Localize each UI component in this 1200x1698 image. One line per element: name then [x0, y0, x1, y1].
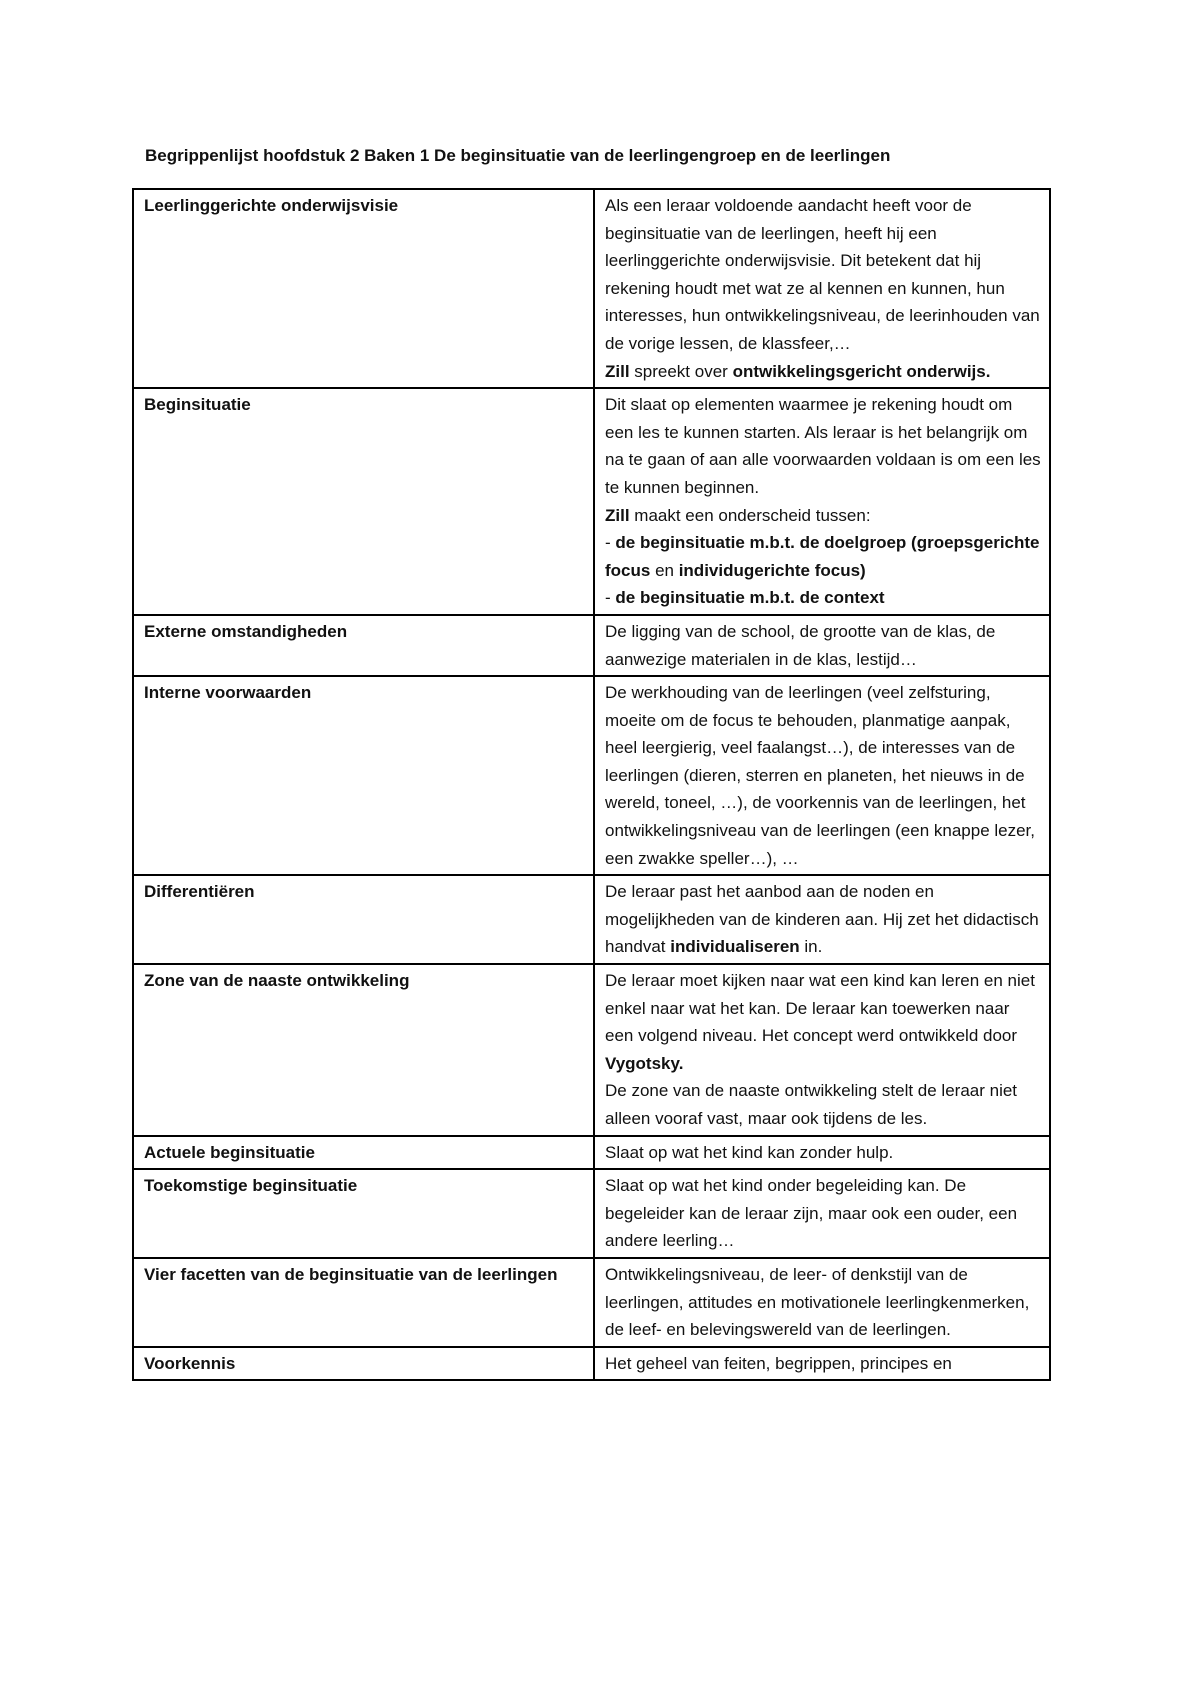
page-title: Begrippenlijst hoofdstuk 2 Baken 1 De beginsituatie van de leerlingengroep en de leerlingen — [145, 146, 891, 165]
definition-paragraph — [605, 618, 1041, 673]
table-row — [133, 1169, 1050, 1258]
definition-paragraph — [605, 1350, 1041, 1378]
definition-paragraph — [605, 679, 1041, 872]
table-row — [133, 875, 1050, 964]
glossary-term: Beginsituatie — [133, 388, 594, 615]
definition-paragraph — [605, 1261, 1041, 1344]
text: in. — [799, 937, 823, 957]
text: en — [650, 560, 679, 580]
glossary-term: Leerlinggerichte onderwijsvisie — [133, 189, 594, 388]
glossary-definition — [594, 189, 1050, 388]
text: De ligging van de school, de grootte van de klas, de aanwezige materialen in de klas, lestijd… — [605, 621, 996, 669]
bold-text: Zill — [605, 361, 630, 381]
definition-paragraph — [605, 878, 1041, 961]
table-row — [133, 1347, 1050, 1381]
definition-paragraph — [605, 1139, 1041, 1167]
text: De zone van de naaste ontwikkeling stelt de leraar niet alleen vooraf vast, maar ook tijdens de les. — [605, 1081, 1018, 1128]
text: spreekt over — [629, 361, 733, 381]
definition-paragraph — [605, 391, 1041, 501]
table-row — [133, 676, 1050, 875]
text: - — [605, 533, 616, 553]
glossary-term: Toekomstige beginsituatie — [133, 1169, 594, 1258]
bold-text: individualiseren — [670, 937, 800, 957]
text: Slaat op wat het kind onder begeleiding kan. De begeleider kan de leraar zijn, maar ook een ouder, een andere leerling… — [605, 1176, 1018, 1251]
definition-paragraph — [605, 192, 1041, 358]
table-row — [133, 1258, 1050, 1347]
bold-text: Zill — [605, 505, 630, 525]
glossary-definition — [594, 1258, 1050, 1347]
bold-text: ontwikkelingsgericht onderwijs. — [732, 361, 991, 381]
definition-paragraph — [605, 1077, 1041, 1132]
text: De leraar past het aanbod aan de noden en mogelijkheden van de kinderen aan. Hij zet het didactisch handvat — [605, 882, 1039, 957]
bold-text: individugerichte focus) — [678, 560, 866, 580]
glossary-table — [132, 188, 1051, 1381]
text: Dit slaat op elementen waarmee je rekening houdt om een les te kunnen starten. Als leraar is het belangrijk om na te gaan of aan alle voorwaarden voldaan is om een les te kunnen beginnen. — [605, 395, 1041, 497]
text: Slaat op wat het kind kan zonder hulp. — [605, 1142, 894, 1162]
text: De werkhouding van de leerlingen (veel zelfsturing, moeite om de focus te behouden, planmatige aanpak, heel leergierig, veel faalangst…), de interesses van de leerlingen (dieren, sterren en planeten, het nieuws in de wereld, toneel, …), de voorkennis van de leerlingen, het ontwikkelingsniveau van de leerlingen (een knappe lezer, een zwakke speller…), … — [605, 683, 1036, 868]
text: De leraar moet kijken naar wat een kind kan leren en niet enkel naar wat het kan. De leraar kan toewerken naar een volgend niveau. Het concept werd ontwikkeld door — [605, 971, 1035, 1046]
glossary-definition — [594, 1136, 1050, 1170]
glossary-term: Differentiëren — [133, 875, 594, 964]
glossary-definition — [594, 388, 1050, 615]
glossary-term: Externe omstandigheden — [133, 615, 594, 676]
glossary-definition — [594, 1347, 1050, 1381]
text: - — [605, 588, 616, 608]
table-row — [133, 964, 1050, 1136]
definition-paragraph — [605, 1172, 1041, 1255]
definition-paragraph — [605, 967, 1041, 1077]
glossary-term: Interne voorwaarden — [133, 676, 594, 875]
glossary-term: Voorkennis — [133, 1347, 594, 1381]
bold-text: Vygotsky. — [605, 1053, 684, 1073]
table-row — [133, 615, 1050, 676]
glossary-definition — [594, 676, 1050, 875]
table-row — [133, 1136, 1050, 1170]
definition-paragraph — [605, 584, 1041, 612]
definition-paragraph — [605, 529, 1041, 584]
glossary-term: Actuele beginsituatie — [133, 1136, 594, 1170]
glossary-definition — [594, 615, 1050, 676]
glossary-term: Vier facetten van de beginsituatie van de leerlingen — [133, 1258, 594, 1347]
definition-paragraph — [605, 358, 1041, 386]
glossary-definition — [594, 964, 1050, 1136]
definition-paragraph — [605, 502, 1041, 530]
table-row — [133, 189, 1050, 388]
glossary-definition — [594, 1169, 1050, 1258]
text: Het geheel van feiten, begrippen, principes en — [605, 1353, 952, 1373]
text: Als een leraar voldoende aandacht heeft voor de beginsituatie van de leerlingen, heeft hij een leerlinggerichte onderwijsvisie. Dit betekent dat hij rekening houdt met wat ze al kennen en kunnen, hun interesses, hun ontwikkelingsniveau, de leerinhouden van de vorige lessen, de klassfeer,… — [605, 196, 1040, 353]
bold-text: de beginsituatie m.b.t. de context — [615, 588, 885, 608]
text: maakt een onderscheid tussen: — [629, 505, 871, 525]
text: Ontwikkelingsniveau, de leer- of denkstijl van de leerlingen, attitudes en motivationele leerlingkenmerken, de leef- en belevingswereld van de leerlingen. — [605, 1264, 1030, 1340]
bold-text: de beginsituatie m.b.t. de doelgroep (groepsgerichte focus — [605, 533, 1040, 580]
table-row — [133, 388, 1050, 615]
glossary-term: Zone van de naaste ontwikkeling — [133, 964, 594, 1136]
glossary-definition — [594, 875, 1050, 964]
glossary-table-body — [133, 189, 1050, 1380]
